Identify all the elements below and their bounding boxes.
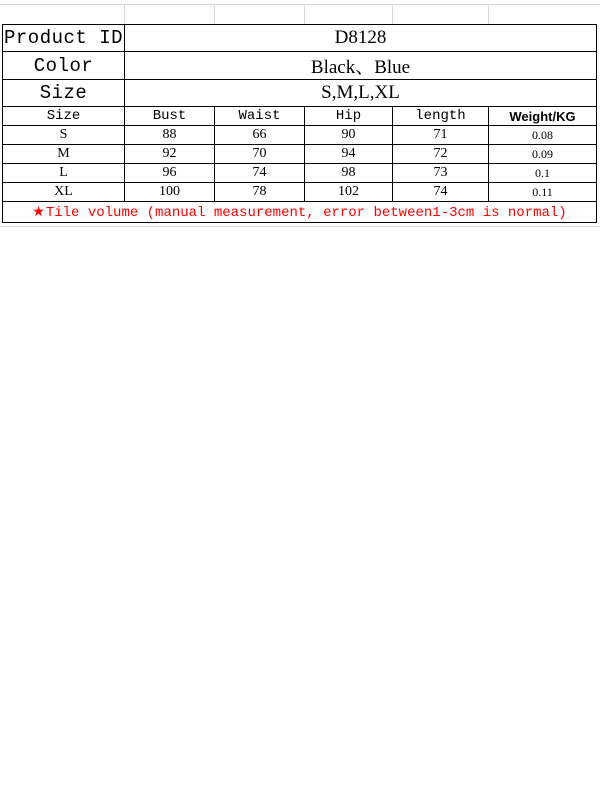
cell-hip: 90: [305, 126, 393, 145]
table-row: [3, 145, 597, 164]
table-row: [3, 164, 597, 183]
table-row: [3, 126, 597, 145]
note-text: Tile volume (manual measurement, error between1-3cm is normal): [45, 204, 567, 221]
cell-size: L: [3, 164, 125, 183]
cell-weight: 0.11: [489, 183, 597, 202]
cell-length: 73: [393, 164, 489, 183]
table-row: [3, 183, 597, 202]
cell-length: 71: [393, 126, 489, 145]
gridline: [214, 4, 215, 24]
header-size: Size: [3, 107, 125, 126]
cell-weight: 0.08: [489, 126, 597, 145]
header-bust: Bust: [125, 107, 215, 126]
cell-bust: 88: [125, 126, 215, 145]
header-hip: Hip: [305, 107, 393, 126]
gridline: [488, 4, 489, 24]
note-row: [3, 202, 597, 223]
cell-waist: 78: [215, 183, 305, 202]
product-id-value: D8128: [125, 25, 597, 52]
cell-hip: 98: [305, 164, 393, 183]
cell-weight: 0.1: [489, 164, 597, 183]
cell-waist: 74: [215, 164, 305, 183]
cell-hip: 94: [305, 145, 393, 164]
gridline: [304, 4, 305, 24]
size-label: Size: [3, 80, 125, 107]
cell-size: S: [3, 126, 125, 145]
cell-waist: 70: [215, 145, 305, 164]
gridline: [0, 226, 600, 227]
gridline: [392, 4, 393, 24]
header-length: length: [393, 107, 489, 126]
product-id-row: [3, 25, 597, 52]
cell-waist: 66: [215, 126, 305, 145]
star-icon: ★: [32, 203, 45, 220]
cell-bust: 96: [125, 164, 215, 183]
color-row: [3, 52, 597, 80]
color-label: Color: [3, 52, 125, 80]
cell-length: 72: [393, 145, 489, 164]
gridline: [0, 4, 600, 5]
measurement-note: [3, 202, 597, 223]
header-weight: Weight/KG: [489, 107, 597, 126]
cell-hip: 102: [305, 183, 393, 202]
cell-length: 74: [393, 183, 489, 202]
spec-table: [2, 24, 597, 223]
table-header-row: [3, 107, 597, 126]
color-value: Black、Blue: [125, 52, 597, 80]
cell-bust: 92: [125, 145, 215, 164]
size-row: [3, 80, 597, 107]
cell-weight: 0.09: [489, 145, 597, 164]
cell-size: XL: [3, 183, 125, 202]
product-id-label: Product ID: [3, 25, 125, 52]
gridline: [124, 4, 125, 24]
cell-size: M: [3, 145, 125, 164]
header-waist: Waist: [215, 107, 305, 126]
size-value: S,M,L,XL: [125, 80, 597, 107]
top-grid-row: [0, 0, 600, 24]
cell-bust: 100: [125, 183, 215, 202]
